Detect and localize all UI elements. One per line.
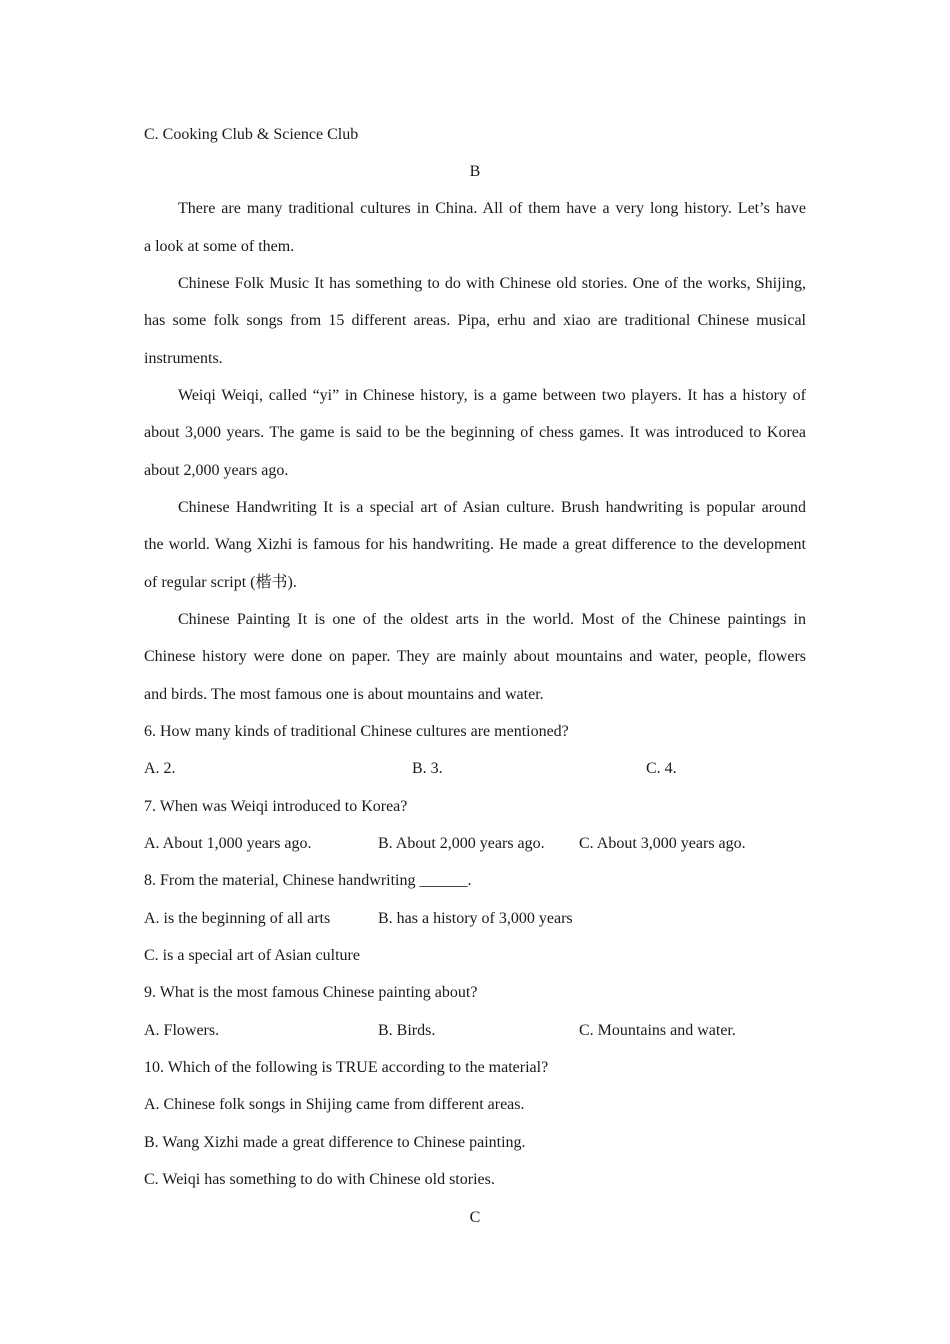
question-9-option-b: B. Birds.	[378, 1022, 436, 1039]
passage-line: Chinese Folk Music It has something to do with Chinese old stories. One of the works, Shijing,	[178, 275, 806, 292]
question-8-option-a: A. is the beginning of all arts	[144, 910, 331, 927]
passage-line: a look at some of them.	[144, 238, 295, 255]
question-6-option-b: B. 3.	[412, 760, 443, 777]
passage-line: has some folk songs from 15 different areas. Pipa, erhu and xiao are traditional Chinese musical	[144, 312, 806, 329]
question-9-option-a: A. Flowers.	[144, 1022, 220, 1039]
passage-line: and birds. The most famous one is about mountains and water.	[144, 686, 544, 703]
passage-line: Chinese Handwriting It is a special art of Asian culture. Brush handwriting is popular around	[178, 499, 806, 516]
question-9-stem: 9. What is the most famous Chinese painting about?	[144, 984, 478, 1001]
question-10-option-b: B. Wang Xizhi made a great difference to Chinese painting.	[144, 1134, 526, 1151]
passage-line: the world. Wang Xizhi is famous for his handwriting. He made a great difference to the development	[144, 536, 806, 553]
question-7-option-c: C. About 3,000 years ago.	[579, 835, 746, 852]
passage-line: about 3,000 years. The game is said to be the beginning of chess games. It was introduced to Korea	[144, 424, 806, 441]
question-10-stem: 10. Which of the following is TRUE according to the material?	[144, 1059, 549, 1076]
passage-line: Weiqi Weiqi, called “yi” in Chinese history, is a game between two players. It has a history of	[178, 387, 806, 404]
question-7-option-a: A. About 1,000 years ago.	[144, 835, 312, 852]
prev-option-c: C. Cooking Club & Science Club	[144, 126, 359, 143]
passage-line: of regular script (楷书).	[144, 574, 297, 591]
question-7-stem: 7. When was Weiqi introduced to Korea?	[144, 798, 408, 815]
question-8-option-b: B. has a history of 3,000 years	[378, 910, 573, 927]
question-10-option-c: C. Weiqi has something to do with Chinese old stories.	[144, 1171, 495, 1188]
section-b-heading: B	[469, 163, 481, 180]
question-6-stem: 6. How many kinds of traditional Chinese cultures are mentioned?	[144, 723, 569, 740]
question-8-option-c: C. is a special art of Asian culture	[144, 947, 360, 964]
question-10-option-a: A. Chinese folk songs in Shijing came from different areas.	[144, 1096, 525, 1113]
section-c-heading: C	[469, 1209, 481, 1226]
question-8-stem: 8. From the material, Chinese handwriting ______.	[144, 872, 472, 889]
passage-line: about 2,000 years ago.	[144, 462, 289, 479]
passage-line: instruments.	[144, 350, 223, 367]
question-7-option-b: B. About 2,000 years ago.	[378, 835, 545, 852]
question-6-option-c: C. 4.	[646, 760, 677, 777]
passage-line: There are many traditional cultures in China. All of them have a very long history. Let’s have	[178, 200, 806, 217]
passage-line: Chinese history were done on paper. They are mainly about mountains and water, people, flowers	[144, 648, 806, 665]
question-9-option-c: C. Mountains and water.	[579, 1022, 736, 1039]
question-6-option-a: A. 2.	[144, 760, 176, 777]
passage-line: Chinese Painting It is one of the oldest arts in the world. Most of the Chinese paintings in	[178, 611, 806, 628]
